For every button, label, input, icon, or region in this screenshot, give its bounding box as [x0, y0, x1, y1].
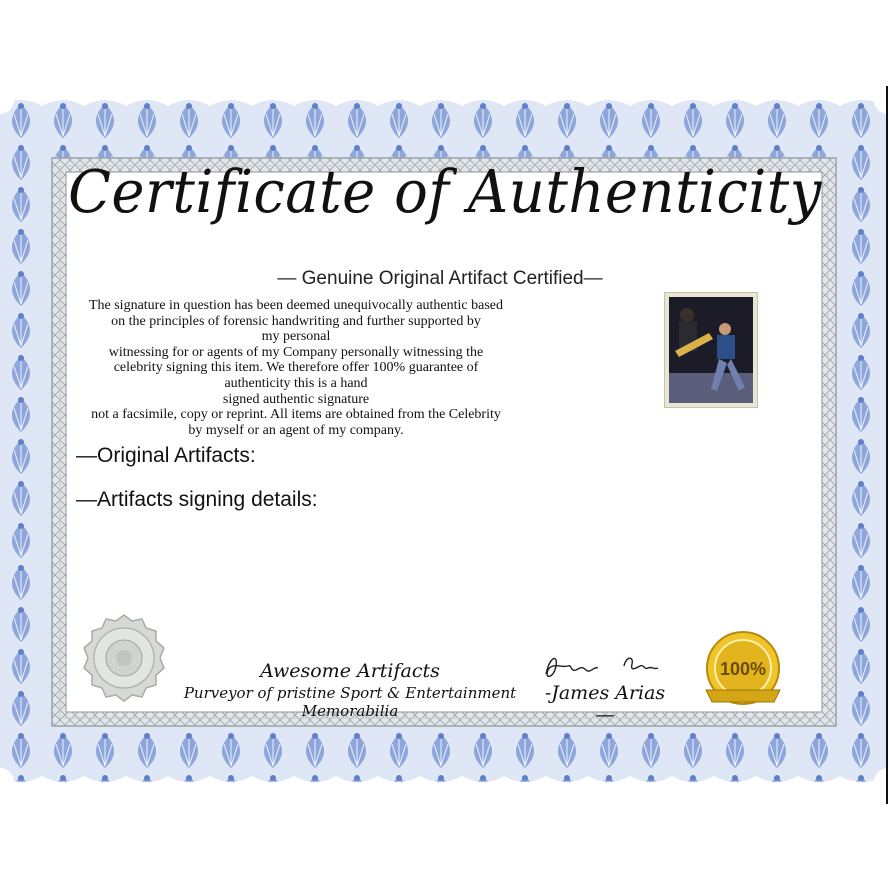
certificate-subtitle: — Genuine Original Artifact Certified— — [277, 268, 603, 289]
company-tagline: Purveyor of pristine Sport & Entertainment Memorabilia — [183, 684, 517, 720]
original-artifacts-heading: —Original Artifacts: — [76, 444, 256, 467]
seal-percent-text: 100% — [719, 659, 767, 679]
company-block — [160, 660, 540, 720]
statement-line: by myself or an agent of my company. — [188, 422, 404, 438]
statement-line: authenticity this is a hand — [224, 375, 368, 391]
statement-line: on the principles of forensic handwriting and further supported by — [111, 313, 481, 329]
signing-details-heading: —Artifacts signing details: — [76, 488, 318, 511]
statement-line: signed authentic signature — [222, 391, 370, 407]
artifact-photo — [664, 292, 758, 408]
embossed-silver-seal-icon — [78, 613, 170, 710]
signer-name: -James Arias— — [544, 682, 666, 726]
company-name: Awesome Artifacts — [260, 660, 440, 682]
statement-line: not a facsimile, copy or reprint. All items are obtained from the Celebrity — [91, 407, 501, 423]
authenticity-statement — [72, 298, 520, 438]
certificate-title: Certificate of Authenticity — [68, 158, 822, 227]
statement-line: witnessing for or agents of my Company personally witnessing the — [108, 344, 484, 360]
statement-line: my personal — [261, 329, 331, 345]
statement-line: The signature in question has been deemed unequivocally authentic based — [88, 298, 504, 313]
gold-100-percent-seal-icon — [700, 628, 786, 719]
statement-line: celebrity signing this item. We therefore offer 100% guarantee of — [113, 360, 479, 376]
